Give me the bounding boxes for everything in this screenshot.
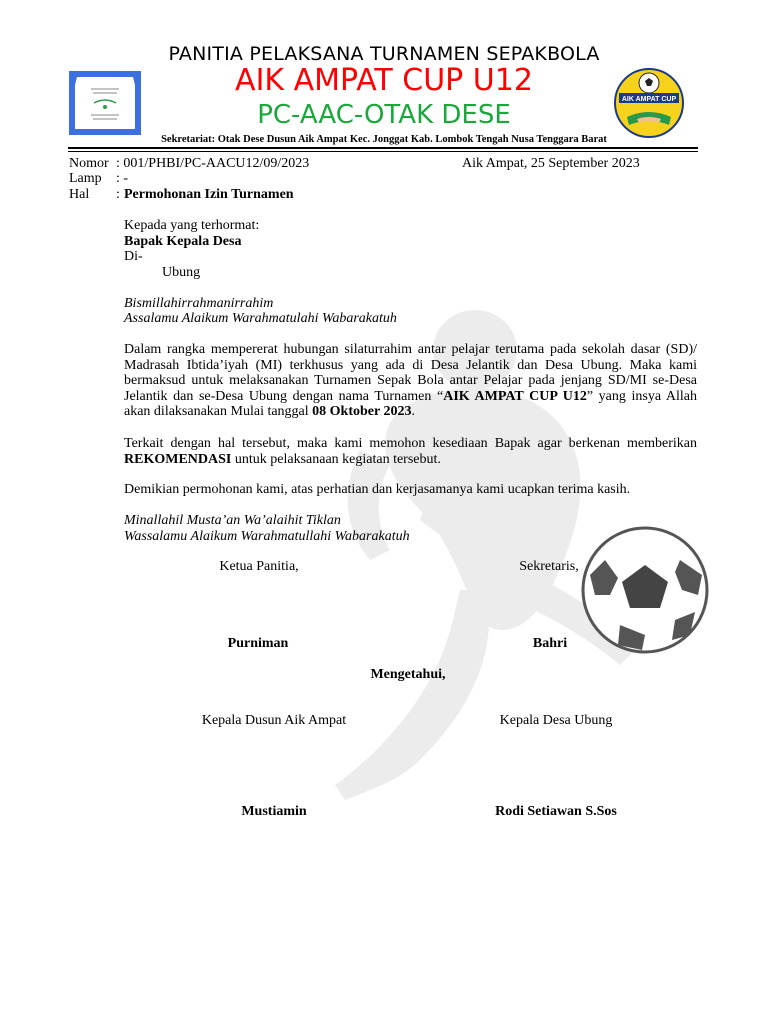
closing-salam: Wassalamu Alaikum Warahmatullahi Wabarakatuh [124, 529, 410, 544]
mengetahui-label: Mengetahui, [370, 667, 446, 682]
p1-event-name: AIK AMPAT CUP U12 [443, 388, 587, 404]
p2-text-a: Terkait dengan hal tersebut, maka kami memohon kesediaan Bapak agar berkenan memberikan [124, 436, 697, 451]
committee-heading: PANITIA PELAKSANA TURNAMEN SEPAKBOLA [168, 43, 600, 65]
header-rule-thin [68, 151, 698, 152]
hal-value: Permohonan Izin Turnamen [124, 187, 294, 202]
sekretaris-name: Bahri [532, 636, 568, 651]
sekretaris-title: Sekretaris, [519, 559, 579, 574]
lamp-value: : - [116, 171, 129, 186]
kadus-name: Mustiamin [241, 804, 307, 819]
recipient-di: Di- [124, 249, 143, 264]
place-date: Aik Ampat, 25 September 2023 [462, 156, 640, 171]
nomor-label: Nomor [69, 156, 109, 171]
p2-text-b: untuk pelaksanaan kegiatan tersebut. [231, 451, 441, 467]
ketua-title: Ketua Panitia, [219, 559, 299, 574]
ketua-name: Purniman [227, 636, 289, 651]
p2-rekomendasi: REKOMENDASI [124, 451, 232, 467]
nomor-value: : 001/PHBI/PC-AACU12/09/2023 [116, 156, 310, 171]
hal-colon: : [116, 187, 120, 202]
header-rule-thick [68, 147, 698, 149]
p1-text-end: . [411, 404, 415, 419]
p1-text-a: Dalam rangka mempererat hubungan silaturrahim antar pelajar terutama pada sekolah dasar (SD)/ Madrasah Ibtida’iyah (MI) terkhusus yang ada di Desa Jelantik dan Desa Ubung. Maka kami bermaksud untuk melaksanakan Turnamen Sepak Bola antar Pelajar pada jenjang SD/MI se-Desa Jelantik dan se-Desa Ubung dengan nama Turnamen “ [124, 342, 697, 404]
kadus-title: Kepala Dusun Aik Ampat [201, 713, 347, 728]
recipient-place: Ubung [162, 265, 201, 280]
right-logo-text: AIK AMPAT CUP [621, 96, 677, 103]
recipient-greeting: Kepada yang terhormat: [124, 218, 260, 233]
lamp-label: Lamp [69, 171, 102, 186]
secretariat-address: Sekretariat: Otak Dese Dusun Aik Ampat Kec. Jonggat Kab. Lombok Tengah Nusa Tenggara Barat [161, 134, 607, 145]
body-paragraph-2 [124, 436, 697, 467]
organizer-name: PC-AAC-OTAK DESE [257, 100, 511, 130]
body-paragraph-1 [124, 342, 697, 420]
event-title: AIK AMPAT CUP U12 [235, 63, 533, 98]
hal-label: Hal [69, 187, 90, 202]
closing-line-1: Minallahil Musta’an Wa’alaihit Tiklan [124, 513, 341, 528]
kades-name: Rodi Setiawan S.Sos [495, 804, 617, 819]
kades-title: Kepala Desa Ubung [499, 713, 613, 728]
opening-salam: Assalamu Alaikum Warahmatulahi Wabarakatuh [124, 311, 397, 326]
body-paragraph-3: Demikian permohonan kami, atas perhatian dan kerjasamanya kami ucapkan terima kasih. [124, 482, 631, 497]
bismillah: Bismillahirrahmanirrahim [124, 296, 274, 311]
p1-event-date: 08 Oktober 2023 [312, 404, 412, 419]
recipient-name: Bapak Kepala Desa [124, 234, 242, 249]
p1-text-b: ” yang insya Allah akan dilaksanakan Mulai tanggal [124, 388, 697, 419]
